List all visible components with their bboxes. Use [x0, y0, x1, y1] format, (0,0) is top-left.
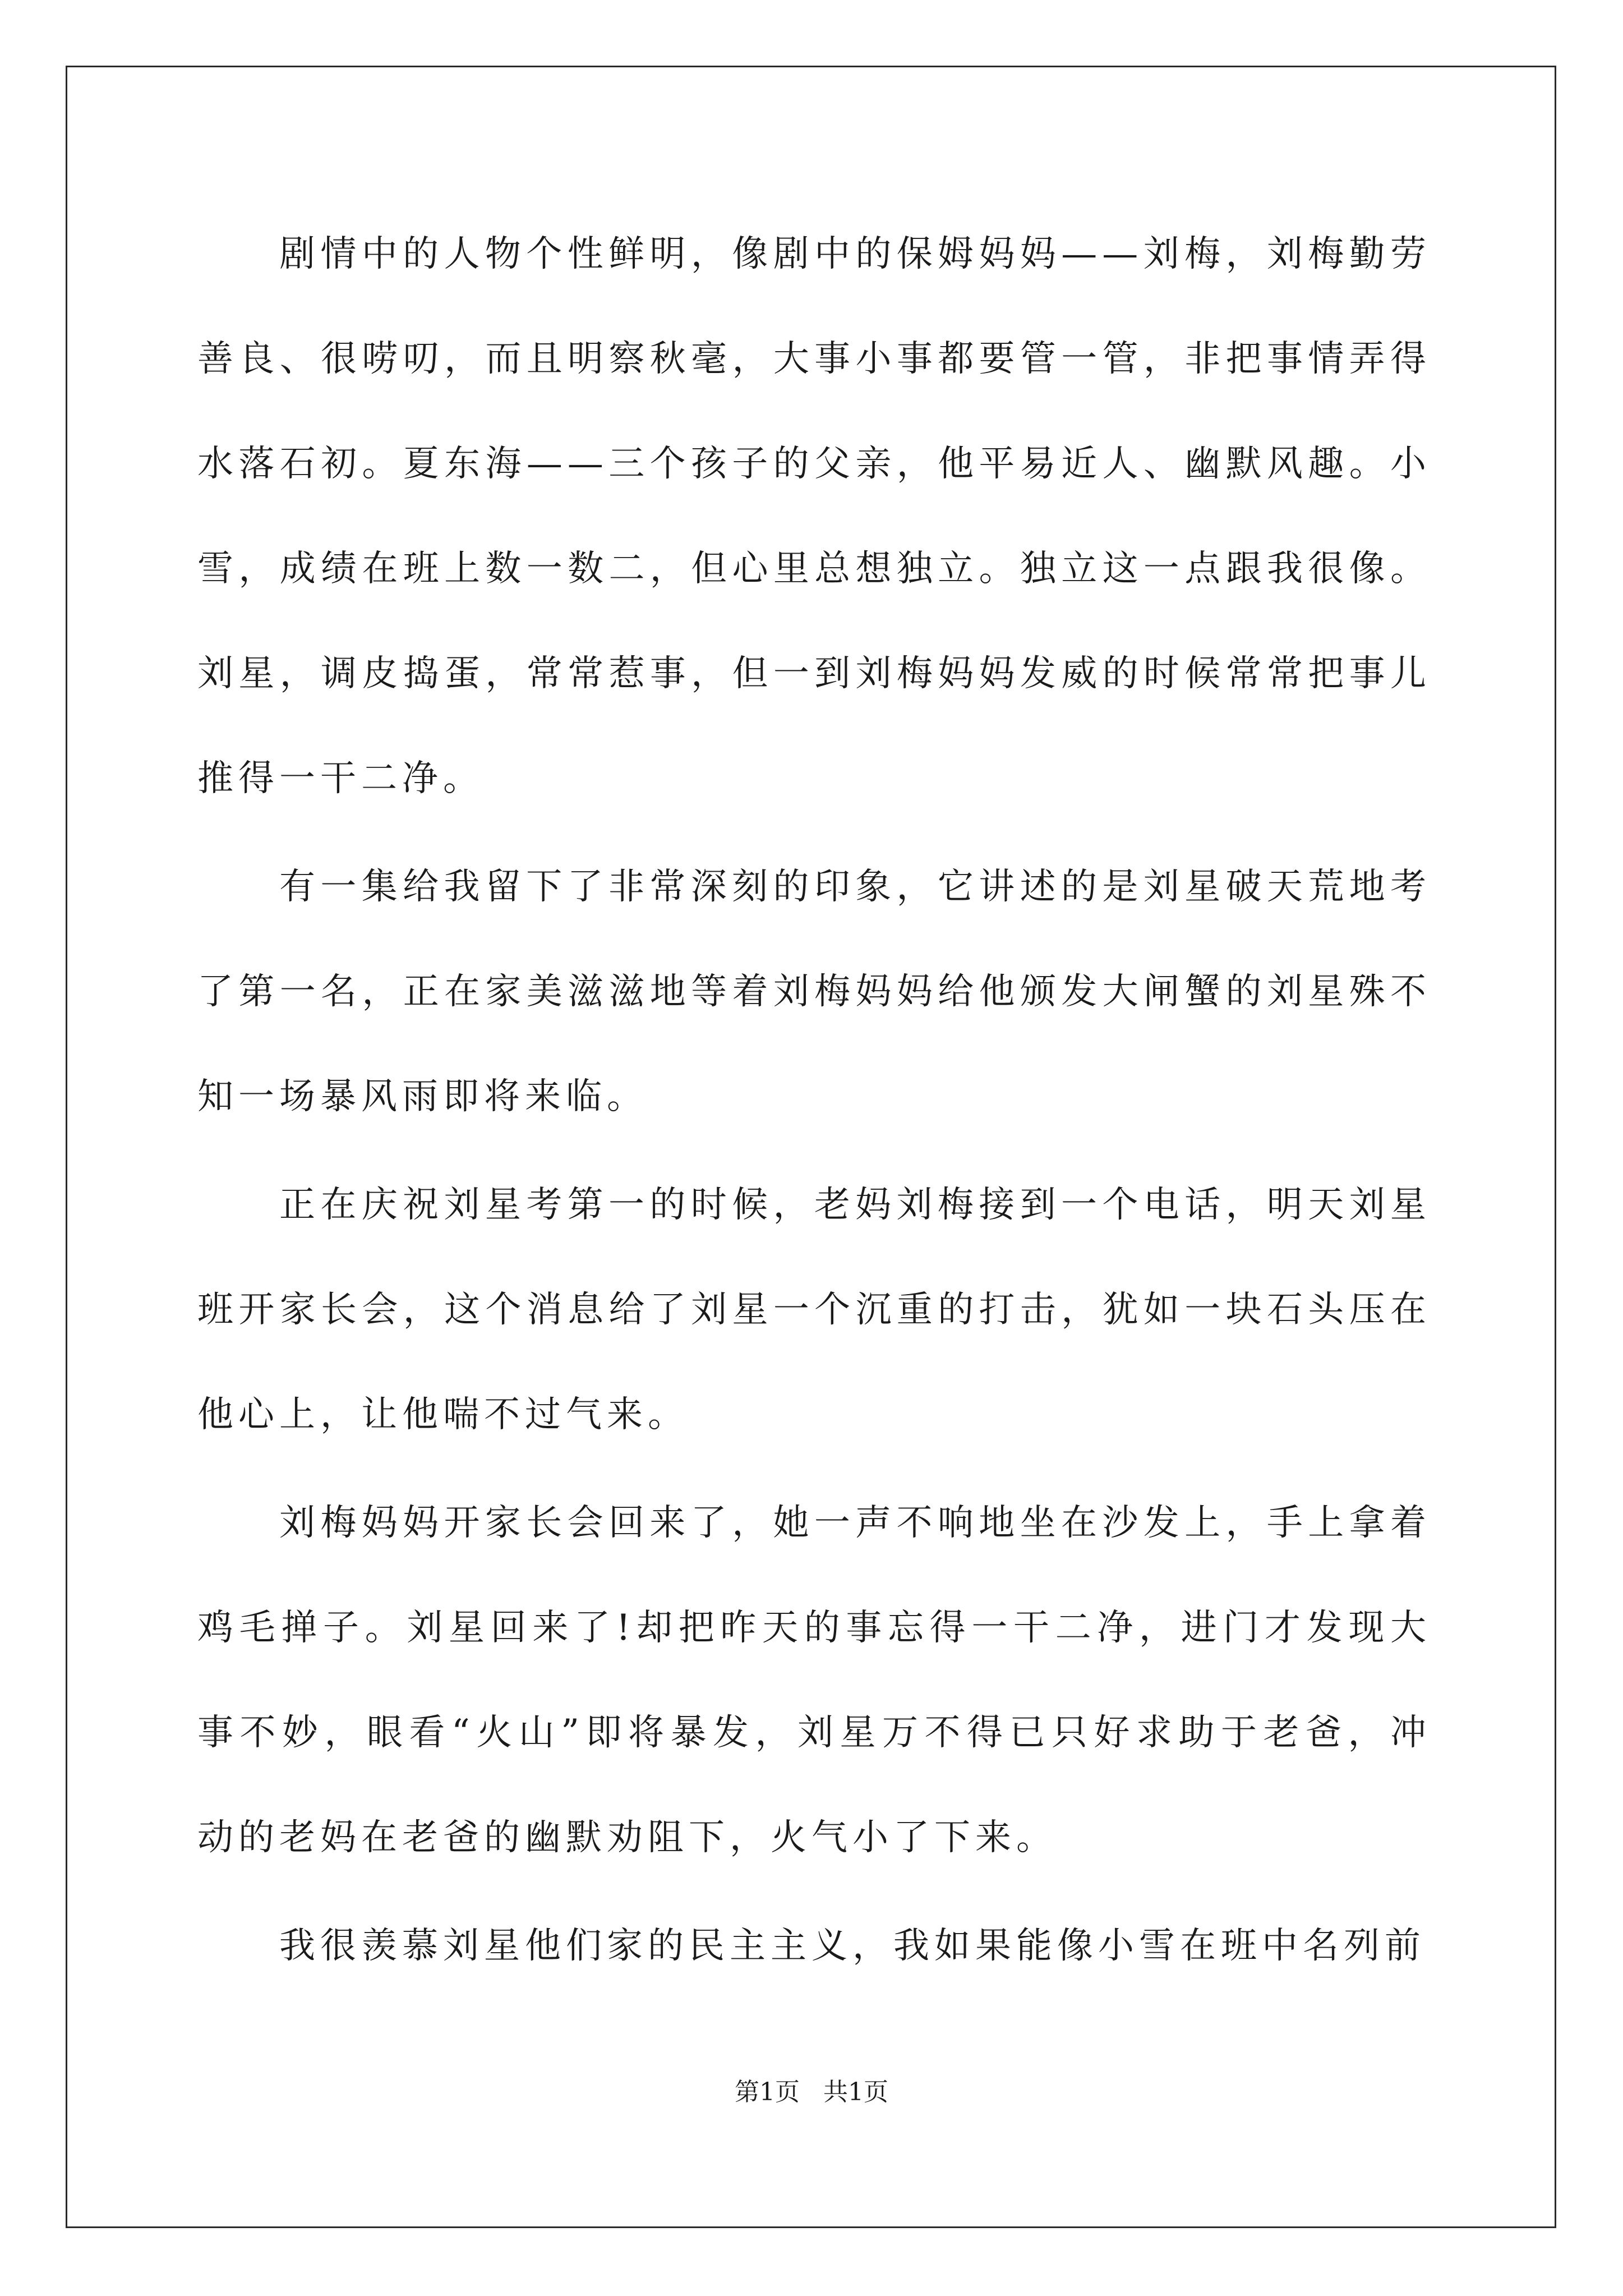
- document-body: [197, 202, 1431, 2002]
- paragraph: 有一集给我留下了非常深刻的印象，它讲述的是刘星破天荒地考了第一名，正在家美滋滋地等着刘梅妈妈给他颁发大闸蟹的刘星殊不知一场暴风雨即将来临。: [197, 866, 1431, 1117]
- paragraph: 剧情中的人物个性鲜明，像剧中的保姆妈妈——刘梅，刘梅勤劳善良、很唠叨，而且明察秋毫，大事小事都要管一管，非把事情弄得水落石初。夏东海——三个孩子的父亲，他平易近人、幽默风趣。小雪，成绩在班上数一数二，但心里总想独立。独立这一点跟我很像。刘星，调皮捣蛋，常常惹事，但一到刘梅妈妈发威的时候常常把事儿推得一干二净。: [197, 233, 1431, 799]
- paragraph: 我很羡慕刘星他们家的民主主义，我如果能像小雪在班中名列前: [279, 1925, 1426, 1967]
- paragraph: 刘梅妈妈开家长会回来了，她一声不响地坐在沙发上，手上拿着鸡毛掸子。刘星回来了!却把昨天的事忘得一干二净，进门才发现大事不妙，眼看“火山”即将暴发，刘星万不得已只好求助于老爸，冲动的老妈在老爸的幽默劝阻下，火气小了下来。: [197, 1502, 1431, 1858]
- page-number: 第1页: [735, 2078, 800, 2106]
- page-total: 共1页: [823, 2078, 888, 2106]
- page-footer: [0, 2076, 1623, 2109]
- paragraph: 正在庆祝刘星考第一的时候，老妈刘梅接到一个电话，明天刘星班开家长会，这个消息给了刘星一个沉重的打击，犹如一块石头压在他心上，让他喘不过气来。: [197, 1184, 1431, 1435]
